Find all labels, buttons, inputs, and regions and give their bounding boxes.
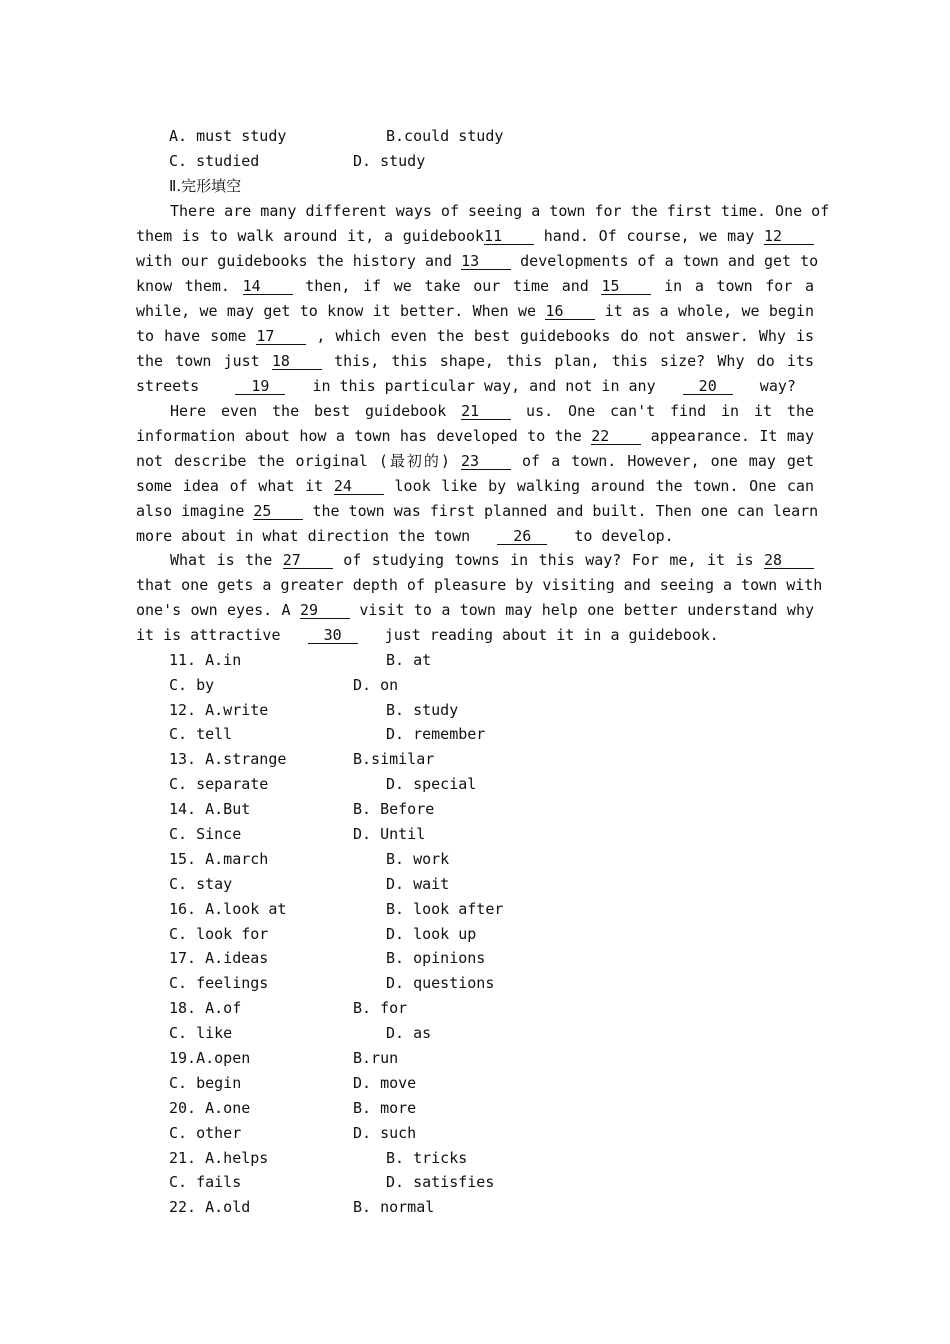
blank: 17	[256, 328, 306, 345]
question-option-a: 13. A.strange	[169, 750, 287, 768]
question-option-a: 20. A.one	[169, 1099, 251, 1117]
passage-line: What is the 27 of studying towns in this way? For me, it is 28	[136, 548, 814, 573]
passage-line: it is attractive 30 just reading about it in a guidebook.	[136, 626, 719, 644]
passage-line: to have some 17 , which even the best guidebooks do not answer. Why is	[136, 327, 815, 345]
question-option-d: D. remember	[386, 725, 486, 743]
blank: 18	[272, 353, 322, 370]
question-option-c: C. Since	[169, 825, 242, 843]
question-option-d: D. move	[353, 1074, 417, 1092]
option-d: D. study	[353, 152, 426, 170]
passage-line: information about how a town has developed to the 22 appearance. It may	[136, 427, 814, 445]
passage-line: the town just 18 this, this shape, this plan, this size? Why do its	[136, 352, 815, 370]
question-option-b: B. study	[386, 701, 459, 719]
question-option-a: 19.A.open	[169, 1049, 251, 1067]
question-option-c: C. begin	[169, 1074, 242, 1092]
question-option-c: C. separate	[169, 775, 269, 793]
blank: 19	[235, 378, 285, 395]
question-option-a: 11. A.in	[169, 651, 242, 669]
passage-line: Here even the best guidebook 21 us. One can't find in it the	[170, 402, 815, 420]
passage-line: also imagine 25 the town was first planned and built. Then one can learn	[136, 502, 819, 520]
question-option-c: C. look for	[169, 925, 269, 943]
blank: 30	[308, 627, 358, 644]
question-option-c: C. by	[169, 676, 215, 694]
question-option-c: C. other	[169, 1124, 242, 1142]
blank: 20	[683, 378, 733, 395]
passage-line: There are many different ways of seeing a town for the first time. One of	[170, 202, 830, 220]
question-option-b: B. work	[386, 850, 450, 868]
question-option-d: D. satisfies	[386, 1173, 495, 1191]
question-option-d: D. Until	[353, 825, 426, 843]
question-option-b: B. look after	[386, 900, 504, 918]
blank: 26	[497, 528, 547, 545]
question-option-b: B. Before	[353, 800, 435, 818]
blank: 15	[601, 278, 651, 295]
question-option-b: B.run	[353, 1049, 399, 1067]
question-option-a: 14. A.But	[169, 800, 251, 818]
section-title: Ⅱ.完形填空	[169, 177, 242, 195]
question-option-d: D. questions	[386, 974, 495, 992]
question-option-a: 18. A.of	[169, 999, 242, 1017]
blank: 14	[243, 278, 293, 295]
question-option-c: C. feelings	[169, 974, 269, 992]
blank: 12	[764, 228, 814, 245]
passage-line: more about in what direction the town 26 to develop.	[136, 527, 674, 545]
blank: 11	[484, 228, 534, 245]
passage-line: streets 19 in this particular way, and not in any 20 way?	[136, 377, 796, 395]
question-option-c: C. tell	[169, 725, 233, 743]
question-option-b: B. normal	[353, 1198, 435, 1216]
blank: 21	[461, 403, 511, 420]
question-option-b: B.similar	[353, 750, 435, 768]
passage-line: some idea of what it 24 look like by walking around the town. One can	[136, 477, 814, 495]
passage-line: with our guidebooks the history and 13 developments of a town and get to	[136, 252, 819, 270]
question-option-a: 15. A.march	[169, 850, 269, 868]
option-c: C. studied	[169, 152, 260, 170]
blank: 24	[334, 478, 384, 495]
question-option-d: D. look up	[386, 925, 477, 943]
question-option-d: D. as	[386, 1024, 432, 1042]
option-a: A. must study	[169, 127, 287, 145]
passage-line: one's own eyes. A 29 visit to a town may help one better understand why	[136, 601, 815, 619]
question-option-b: B. tricks	[386, 1149, 468, 1167]
question-option-a: 12. A.write	[169, 701, 269, 719]
question-option-b: B. opinions	[386, 949, 486, 967]
blank: 28	[764, 552, 814, 569]
passage-line: not describe the original (最初的) 23 of a town. However, one may get	[136, 452, 815, 470]
blank: 16	[545, 303, 595, 320]
question-option-d: D. such	[353, 1124, 417, 1142]
blank: 23	[461, 453, 511, 470]
blank: 22	[591, 428, 641, 445]
blank: 13	[461, 253, 511, 270]
passage-line: while, we may get to know it better. When we 16 it as a whole, we begin	[136, 302, 815, 320]
question-option-a: 16. A.look at	[169, 900, 287, 918]
question-option-d: D. special	[386, 775, 477, 793]
blank: 27	[283, 552, 333, 569]
blank: 29	[300, 602, 350, 619]
question-option-b: B. more	[353, 1099, 417, 1117]
question-option-b: B. at	[386, 651, 432, 669]
question-option-c: C. stay	[169, 875, 233, 893]
question-option-a: 21. A.helps	[169, 1149, 269, 1167]
option-b: B.could study	[386, 127, 504, 145]
passage-line: know them. 14 then, if we take our time and 15 in a town for a	[136, 277, 815, 295]
question-option-d: D. on	[353, 676, 399, 694]
question-option-b: B. for	[353, 999, 408, 1017]
question-option-c: C. fails	[169, 1173, 242, 1191]
question-option-c: C. like	[169, 1024, 233, 1042]
question-option-d: D. wait	[386, 875, 450, 893]
passage-line: that one gets a greater depth of pleasure by visiting and seeing a town with	[136, 576, 823, 594]
question-option-a: 17. A.ideas	[169, 949, 269, 967]
blank: 25	[253, 503, 303, 520]
question-option-a: 22. A.old	[169, 1198, 251, 1216]
passage-line: them is to walk around it, a guidebook11 hand. Of course, we may 12	[136, 224, 814, 249]
